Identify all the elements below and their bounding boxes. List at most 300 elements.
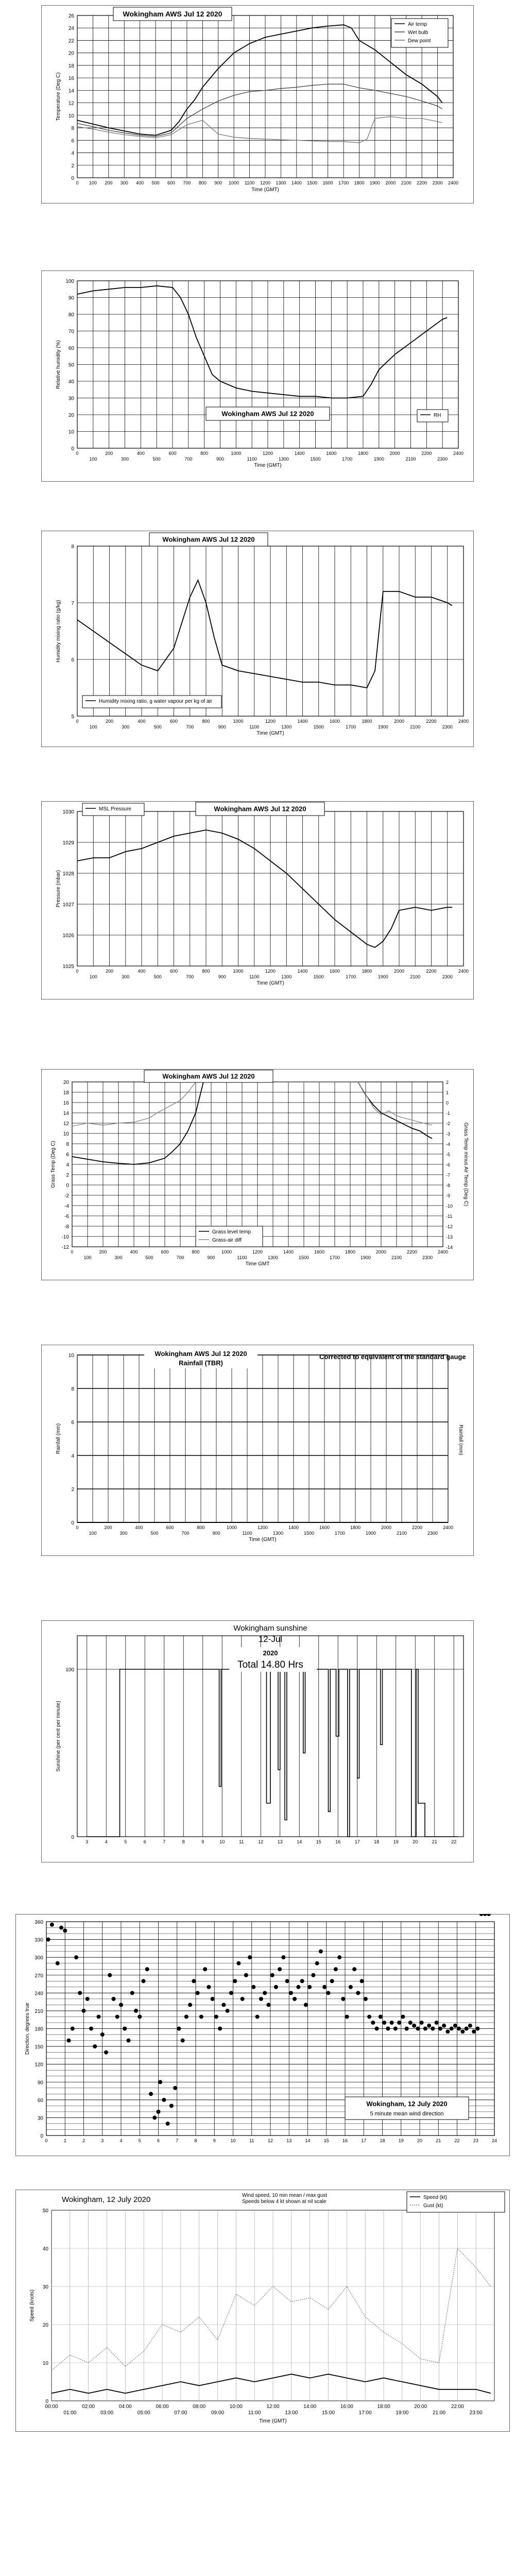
y-tick-label: 26 [68, 13, 74, 19]
direction-point [285, 1979, 289, 1983]
x-tick-label: 400 [138, 719, 146, 724]
x-tick-label: 100 [89, 974, 97, 979]
x-tick-label: 1600 [322, 180, 333, 185]
y-tick-label: 8 [71, 1386, 74, 1392]
x-axis-label: Time (GMT) [259, 2418, 287, 2424]
direction-point [130, 1991, 134, 1995]
direction-point [375, 2027, 379, 2031]
y-tick-label: -12 [61, 1245, 69, 1250]
legend-entry: MSL Pressure [99, 806, 131, 812]
x-tick-label: 700 [181, 1531, 190, 1536]
y-tick-label: 360 [35, 1920, 43, 1925]
direction-point [203, 1967, 207, 1971]
y-tick-label: 90 [68, 295, 74, 301]
x-tick-label: 400 [136, 451, 145, 456]
x-tick-label: 1700 [346, 974, 356, 979]
x-tick-label: 12:00 [266, 2404, 280, 2410]
x-tick-label: 2100 [410, 974, 421, 979]
x-tick-label: 800 [197, 1525, 205, 1530]
y-tick-label: 14 [63, 1111, 69, 1116]
y-tick-label: 0 [71, 176, 74, 181]
y-tick-label: 6 [66, 1152, 69, 1158]
legend-entry: Grass-air diff [212, 1238, 242, 1243]
x-tick-label: 100 [89, 1531, 97, 1536]
x-tick-label: 2200 [406, 1249, 418, 1255]
x-tick-label: 2200 [417, 180, 427, 185]
direction-point [289, 1991, 293, 1995]
y-tick-label: 1025 [62, 964, 74, 970]
chart-subtitle: 5 minute mean wind direction [370, 2111, 444, 2117]
x-tick-label: 2100 [396, 1531, 407, 1536]
x-tick-label: 1700 [338, 180, 349, 185]
legend-entry: Dew point [408, 38, 431, 44]
y-right-tick-label: -11 [446, 1214, 453, 1219]
x-tick-label: 13 [277, 1839, 283, 1844]
direction-point [472, 2029, 476, 2033]
direction-point [390, 2021, 394, 2025]
x-tick-label: 18 [380, 2138, 385, 2143]
x-tick-label: 700 [186, 974, 194, 979]
x-tick-label: 14:00 [303, 2404, 317, 2410]
y-tick-label: 60 [68, 346, 74, 351]
x-tick-label: 2400 [437, 1249, 449, 1255]
direction-point [367, 2014, 371, 2019]
x-tick-label: 1000 [231, 451, 242, 456]
chart-svg [15, 2190, 510, 2432]
x-tick-label: 1900 [360, 1255, 371, 1260]
y-right-tick-label: -8 [446, 1183, 451, 1188]
y-tick-label: 0 [40, 2133, 43, 2139]
direction-point [465, 2027, 469, 2031]
x-tick-label: 6 [157, 2138, 160, 2143]
x-tick-label: 600 [166, 1525, 174, 1530]
direction-point [412, 2024, 416, 2028]
x-tick-label: 2300 [427, 1531, 438, 1536]
y-tick-label: 20 [63, 1080, 69, 1086]
y-tick-label: 12 [68, 100, 74, 107]
x-tick-label: 4 [105, 1839, 108, 1844]
direction-point [244, 1973, 248, 1977]
chart-svg [41, 1620, 474, 1862]
direction-point [307, 1985, 312, 1989]
y-tick-label: 22 [68, 38, 74, 44]
direction-point [270, 1973, 274, 1977]
chart-svg [41, 5, 474, 204]
chart-title: Wokingham AWS Jul 12 2020 [154, 1350, 247, 1358]
x-tick-label: 15 [323, 2138, 329, 2143]
x-tick-label: 2300 [432, 180, 443, 185]
direction-point [241, 1997, 245, 2001]
x-tick-label: 2200 [426, 719, 437, 724]
x-tick-label: 23:00 [469, 2410, 483, 2416]
direction-point [119, 2003, 123, 2007]
y-tick-label: 30 [68, 396, 74, 402]
x-tick-label: 1900 [365, 1531, 376, 1536]
x-tick-label: 0 [71, 1249, 74, 1255]
x-tick-label: 1100 [244, 180, 255, 185]
direction-point [127, 2039, 131, 2043]
y-axis-label: Sunshine (per cent per minute) [56, 1701, 61, 1772]
x-tick-label: 20 [413, 1839, 418, 1844]
direction-point [46, 1938, 50, 1942]
direction-point [158, 2080, 162, 2084]
direction-point [278, 1967, 282, 1971]
x-tick-label: 1200 [265, 969, 276, 974]
x-tick-label: 2400 [453, 451, 464, 456]
x-tick-label: 3 [101, 2138, 104, 2143]
y-tick-label: 10 [42, 2361, 48, 2366]
x-tick-label: 1500 [307, 180, 318, 185]
x-tick-label: 1000 [233, 969, 244, 974]
chart-title: Wokingham, 12 July 2020 [62, 2195, 151, 2204]
y-right-tick-label: -6 [446, 1162, 451, 1167]
direction-point [315, 1961, 319, 1965]
x-tick-label: 1100 [242, 1531, 252, 1536]
x-tick-label: 600 [169, 719, 178, 724]
x-tick-label: 1400 [283, 1249, 294, 1255]
direction-point [356, 1991, 360, 1995]
direction-point [349, 1985, 353, 1989]
chart-svg [41, 1345, 474, 1556]
x-tick-label: 2100 [391, 1255, 402, 1260]
x-tick-label: 18:00 [377, 2404, 390, 2410]
x-tick-label: 17 [354, 1839, 360, 1844]
x-tick-label: 300 [121, 456, 129, 462]
direction-point [438, 2027, 442, 2031]
chart-note: Wind speed, 10 min mean / max gust [242, 2193, 328, 2198]
chart-svg [41, 1069, 474, 1280]
y-tick-label: 50 [68, 362, 74, 368]
x-tick-label: 700 [184, 456, 193, 462]
y-tick-label: 0 [66, 1183, 69, 1189]
x-tick-label: 04:00 [118, 2404, 132, 2410]
direction-point [166, 2122, 170, 2126]
x-tick-label: 1600 [326, 451, 337, 456]
direction-point [379, 2014, 383, 2019]
direction-point [266, 2003, 270, 2007]
y-tick-label: 240 [35, 1991, 43, 1997]
y-tick-label: 6 [71, 138, 74, 144]
direction-point [149, 2092, 153, 2096]
x-tick-label: 1100 [247, 456, 257, 462]
y-tick-label: 40 [68, 379, 74, 385]
chart-svg [41, 531, 474, 747]
wind-speed-chart [15, 2190, 510, 2432]
direction-point [211, 1997, 215, 2001]
x-tick-label: 200 [105, 180, 113, 185]
x-tick-label: 2000 [389, 451, 400, 456]
direction-point [457, 2027, 461, 2031]
direction-point [123, 2027, 127, 2031]
x-tick-label: 0 [76, 719, 79, 724]
x-tick-label: 14 [305, 2138, 311, 2143]
x-tick-label: 500 [152, 456, 161, 462]
y-tick-label: -10 [61, 1234, 69, 1240]
direction-point [468, 2024, 472, 2028]
x-axis-label: Time (GMT) [254, 463, 282, 468]
x-tick-label: 1300 [267, 1255, 279, 1260]
y-right-tick-label: -13 [446, 1234, 453, 1240]
x-tick-label: 2000 [393, 719, 405, 724]
direction-point [214, 2014, 218, 2019]
x-tick-label: 1700 [329, 1255, 340, 1260]
x-tick-label: 7 [163, 1839, 166, 1844]
x-tick-label: 1000 [233, 719, 244, 724]
direction-point [59, 1926, 63, 1930]
y-tick-label: 18 [68, 63, 74, 69]
chart-note: Speeds below 4 kt shown at nil scale [242, 2199, 327, 2205]
x-tick-label: 1000 [221, 1249, 232, 1255]
x-tick-label: 200 [105, 969, 114, 974]
y-tick-label: 14 [68, 88, 74, 94]
direction-point [300, 1979, 304, 1983]
x-tick-label: 1700 [346, 724, 356, 730]
x-tick-label: 9 [213, 2138, 216, 2143]
x-tick-label: 05:00 [137, 2410, 150, 2416]
x-tick-label: 0 [76, 451, 79, 456]
direction-point [50, 1923, 54, 1927]
y-tick-label: 80 [68, 312, 74, 318]
x-tick-label: 20 [417, 2138, 423, 2143]
y-tick-label: 20 [68, 50, 74, 57]
x-tick-label: 1200 [257, 1525, 268, 1530]
direction-point [345, 2014, 349, 2019]
x-tick-label: 0 [76, 180, 79, 185]
direction-point [460, 2029, 465, 2033]
direction-point [56, 1961, 60, 1965]
direction-point [255, 2014, 260, 2019]
x-tick-label: 19:00 [396, 2410, 409, 2416]
x-tick-label: 2100 [401, 180, 411, 185]
y-tick-label: 100 [65, 1667, 74, 1673]
x-tick-label: 1400 [297, 969, 308, 974]
x-tick-label: 1100 [249, 974, 260, 979]
y-tick-label: 16 [63, 1100, 69, 1106]
x-tick-label: 200 [99, 1249, 107, 1255]
y-tick-label: 150 [35, 2044, 43, 2050]
x-tick-label: 17 [361, 2138, 367, 2143]
y-tick-label: 5 [71, 714, 74, 720]
x-tick-label: 200 [105, 451, 113, 456]
y-right-tick-label: -7 [446, 1173, 451, 1178]
direction-point [236, 1961, 241, 1965]
x-tick-label: 500 [153, 974, 162, 979]
y-tick-label: 1026 [62, 933, 74, 939]
y-tick-label: 210 [35, 2008, 43, 2014]
y-tick-label: 16 [68, 76, 74, 82]
y-tick-label: 70 [68, 329, 74, 335]
x-tick-label: 2300 [442, 974, 453, 979]
x-tick-label: 5 [124, 1839, 127, 1844]
x-tick-label: 1300 [281, 974, 292, 979]
x-tick-label: 100 [83, 1255, 92, 1260]
direction-point [386, 2027, 390, 2031]
x-tick-label: 2000 [375, 1249, 387, 1255]
legend-entry: Speed (kt) [423, 2195, 448, 2200]
x-tick-label: 1700 [334, 1531, 346, 1536]
direction-point [207, 1985, 211, 1989]
x-tick-label: 1400 [297, 719, 308, 724]
direction-point [199, 2014, 203, 2019]
x-tick-label: 13:00 [285, 2410, 298, 2416]
x-tick-label: 1300 [276, 180, 286, 185]
x-tick-label: 16 [342, 2138, 348, 2143]
direction-point [142, 1979, 146, 1983]
direction-point [184, 2014, 188, 2019]
x-tick-label: 2300 [422, 1255, 433, 1260]
direction-point [71, 2027, 75, 2031]
direction-point [218, 2027, 222, 2031]
x-tick-label: 06:00 [156, 2404, 169, 2410]
x-tick-label: 2000 [385, 180, 396, 185]
x-tick-label: 21 [432, 1839, 437, 1844]
x-tick-label: 22 [451, 1839, 457, 1844]
x-tick-label: 24 [491, 2138, 497, 2143]
direction-point [341, 1997, 345, 2001]
x-tick-label: 500 [151, 180, 160, 185]
direction-point [450, 2027, 454, 2031]
y-axis-label: Humidity mixing ratio (g/kg) [56, 600, 61, 663]
direction-point [401, 2014, 405, 2019]
legend [417, 410, 448, 422]
x-tick-label: 500 [153, 724, 162, 730]
chart-subtitle: 12-Jul [258, 1634, 283, 1644]
chart-title: Wokingham AWS Jul 12 2020 [123, 10, 222, 19]
direction-point [85, 1997, 90, 2001]
x-tick-label: 600 [169, 969, 178, 974]
y-tick-label: 120 [35, 2062, 43, 2068]
y-tick-label: -6 [64, 1214, 69, 1219]
chart-title: Wokingham AWS Jul 12 2020 [221, 410, 314, 418]
direction-point [423, 2027, 427, 2031]
chart-title: Wokingham AWS Jul 12 2020 [214, 805, 306, 813]
legend-entry: Grass level temp [212, 1229, 251, 1235]
x-tick-label: 14 [297, 1839, 302, 1844]
x-tick-label: 1500 [303, 1531, 315, 1536]
x-tick-label: 300 [122, 974, 130, 979]
y-tick-label: 4 [71, 150, 74, 157]
x-tick-label: 02:00 [82, 2404, 95, 2410]
x-tick-label: 800 [202, 969, 210, 974]
direction-point [382, 2021, 386, 2025]
x-axis-label: Time (GMT) [251, 187, 279, 193]
x-tick-label: 700 [183, 180, 191, 185]
y-tick-label: 0 [45, 2399, 48, 2404]
chart-title: Wokingham sunshine [233, 1624, 307, 1633]
y-right-tick-label: -9 [446, 1193, 451, 1198]
direction-point [229, 1991, 233, 1995]
x-tick-label: 1400 [288, 1525, 299, 1530]
direction-point [162, 2098, 166, 2102]
legend-entry: RH [434, 413, 441, 418]
legend-entry: Wet bulb [408, 30, 428, 36]
chart-svg [41, 801, 474, 999]
x-tick-label: 100 [89, 724, 97, 730]
x-tick-label: 400 [130, 1249, 138, 1255]
y-right-tick-label: -3 [446, 1131, 451, 1137]
x-tick-label: 1600 [314, 1249, 325, 1255]
direction-point [173, 2086, 177, 2090]
y-tick-label: -2 [64, 1193, 69, 1199]
y-tick-label: 8 [71, 544, 74, 550]
direction-point [115, 2014, 119, 2019]
x-tick-label: 800 [202, 719, 210, 724]
y-tick-label: -4 [64, 1204, 69, 1209]
x-tick-label: 18 [374, 1839, 380, 1844]
x-tick-label: 500 [145, 1255, 153, 1260]
x-tick-label: 01:00 [63, 2410, 77, 2416]
x-tick-label: 1400 [294, 451, 305, 456]
direction-point [112, 1997, 116, 2001]
direction-point [226, 2009, 230, 2013]
x-tick-label: 1800 [345, 1249, 356, 1255]
y-right-tick-label: -10 [446, 1204, 453, 1209]
direction-point [281, 1955, 285, 1959]
y-tick-label: 8 [71, 126, 74, 132]
grass-temperature-chart [41, 1069, 474, 1280]
x-tick-label: 1500 [298, 1255, 310, 1260]
rainfall-chart [41, 1345, 474, 1556]
x-tick-label: 08:00 [193, 2404, 206, 2410]
x-tick-label: 1800 [357, 451, 369, 456]
x-tick-label: 1 [63, 2138, 66, 2143]
y-right-tick-label: -2 [446, 1121, 451, 1126]
chart-title: Wokingham AWS Jul 12 2020 [162, 535, 255, 544]
direction-point [138, 2014, 142, 2019]
x-tick-label: 2100 [410, 724, 421, 730]
chart-title: Wokingham, 12 July 2020 [366, 2100, 448, 2108]
x-tick-label: 1800 [354, 180, 365, 185]
x-tick-label: 900 [218, 724, 226, 730]
y-tick-label: 2 [71, 1487, 74, 1493]
x-axis-label: Time (GMT) [249, 1537, 277, 1543]
x-tick-label: 8 [194, 2138, 197, 2143]
x-tick-label: 03:00 [100, 2410, 114, 2416]
x-tick-label: 500 [150, 1531, 159, 1536]
y-right-tick-label: -1 [446, 1111, 451, 1116]
x-tick-label: 19 [393, 1839, 399, 1844]
direction-point [416, 2027, 420, 2031]
x-tick-label: 2100 [405, 456, 416, 462]
direction-point [364, 1997, 368, 2001]
x-axis-label: Time GMT [245, 1261, 270, 1267]
x-tick-label: 1900 [373, 456, 384, 462]
x-tick-label: 1800 [362, 719, 372, 724]
y-tick-label: 90 [37, 2080, 43, 2086]
x-tick-label: 15 [316, 1839, 321, 1844]
x-tick-label: 2400 [458, 969, 469, 974]
direction-point [293, 1997, 297, 2001]
y-right-axis-label: Rainfall (mm) [458, 1425, 464, 1455]
y-axis-label: Relative humidity (%) [56, 340, 61, 389]
x-tick-label: 2200 [421, 451, 432, 456]
direction-point [445, 2029, 450, 2033]
x-tick-label: 2000 [393, 969, 405, 974]
chart-svg [15, 1914, 510, 2156]
y-tick-label: 1027 [62, 902, 74, 908]
x-tick-label: 1200 [262, 451, 273, 456]
chart-note: Corrected to equivalent of the standard gauge [319, 1353, 466, 1361]
x-tick-label: 2400 [448, 180, 459, 185]
y-tick-label: 20 [68, 413, 74, 418]
direction-point [259, 1997, 263, 2001]
direction-point [360, 1979, 364, 1983]
y-right-axis-label: Grass Temp minus Air Temp (Deg C) [463, 1122, 469, 1207]
y-tick-label: 10 [68, 1353, 74, 1359]
y-tick-label: 1030 [62, 809, 74, 815]
direction-point [326, 1991, 330, 1995]
x-tick-label: 9 [201, 1839, 204, 1844]
